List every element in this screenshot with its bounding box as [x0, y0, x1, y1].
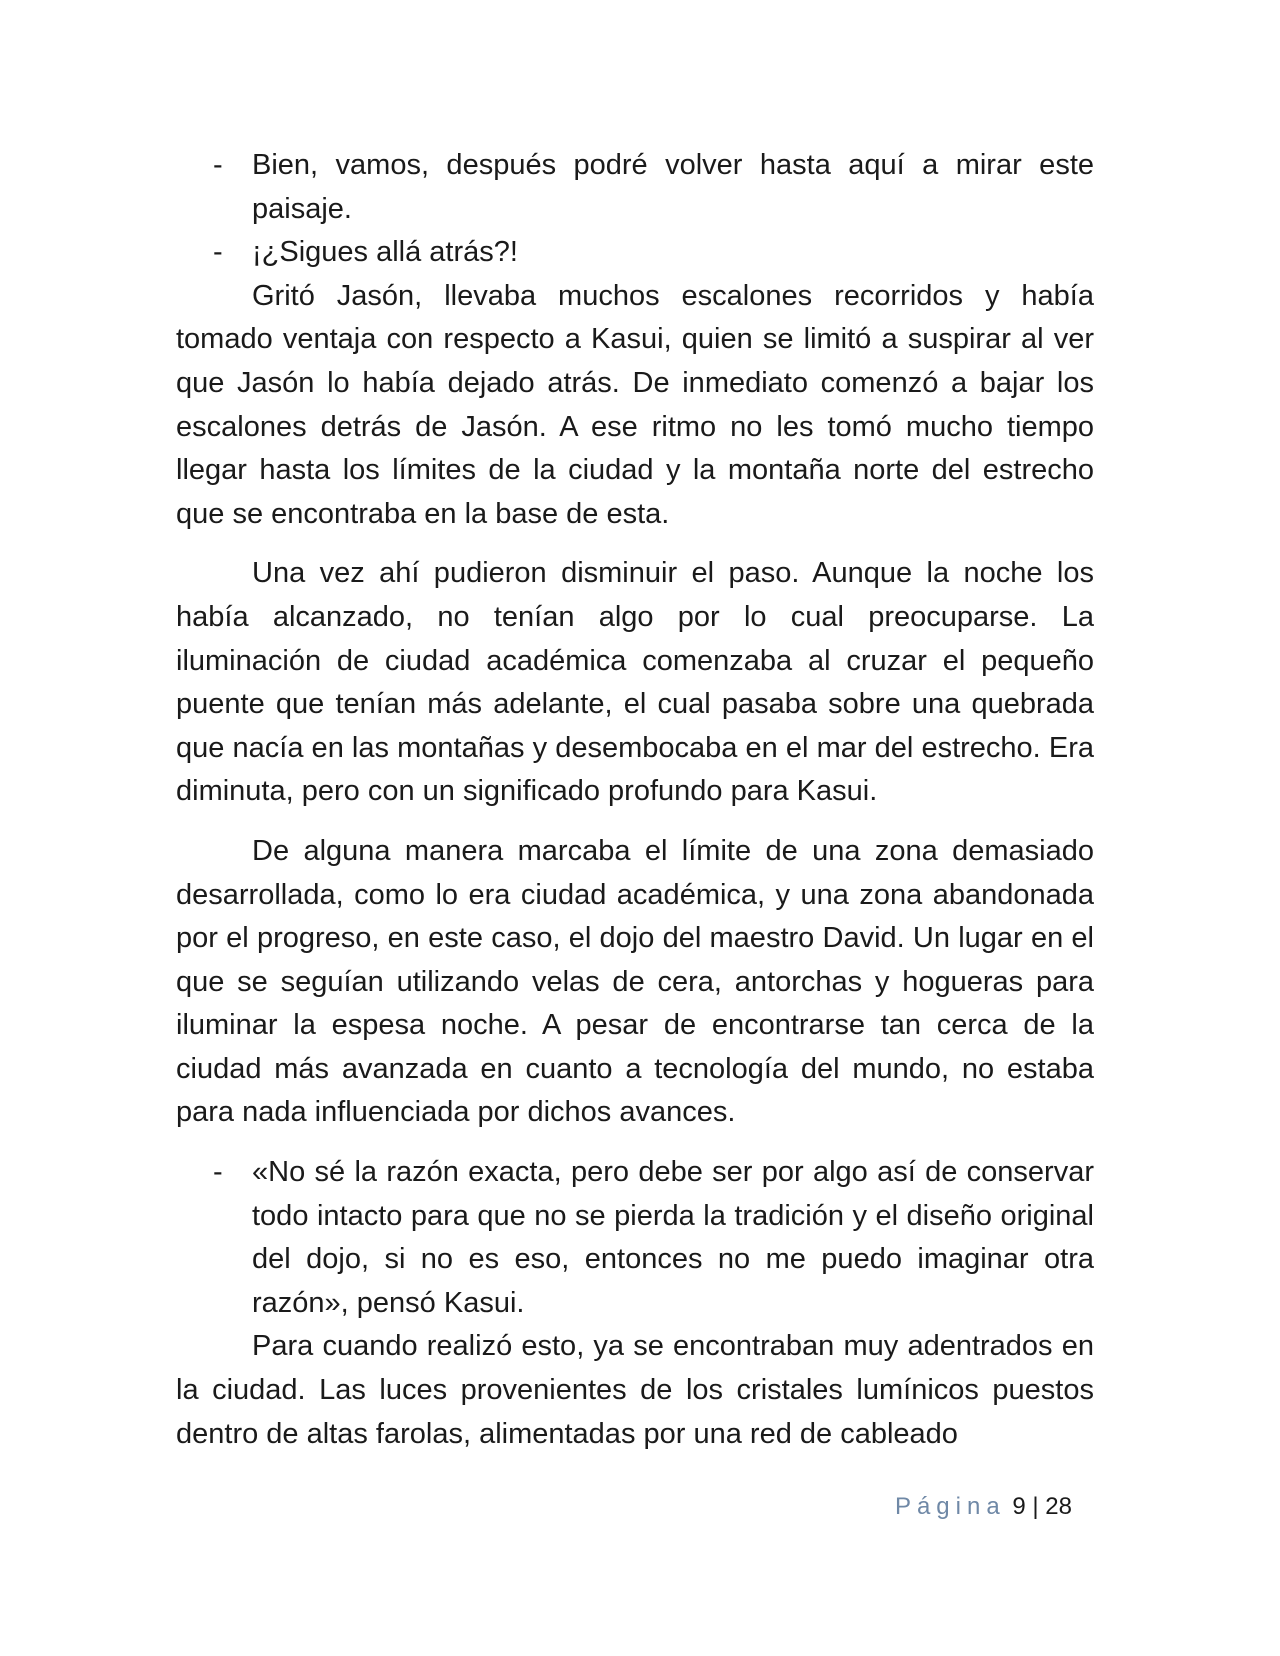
page-number: 9 [1012, 1493, 1026, 1520]
paragraph: Una vez ahí pudieron disminuir el paso. Aunque la noche los había alcanzado, no tenían algo por lo cual preocuparse. La iluminación de ciudad académica comenzaba al cruzar el pequeño puente que tenían más adelante, el cual pasaba sobre una quebrada que nacía en las montañas y desembocaba en el mar del estrecho. Era diminuta, pero con un significado profundo para Kasui. [176, 557, 1094, 808]
page-body [176, 144, 1094, 1456]
dialogue-line [176, 144, 1094, 231]
paragraph: Para cuando realizó esto, ya se encontraban muy adentrados en la ciudad. Las luces provenientes de los cristales lumínicos puestos dentro de altas farolas, alimentadas por una red de cableado [176, 1330, 1094, 1450]
paragraph: De alguna manera marcaba el límite de una zona demasiado desarrollada, como lo era ciudad académica, y una zona abandonada por el progreso, en este caso, el dojo del maestro David. Un lugar en el que se seguían utilizando velas de cera, antorchas y hogueras para iluminar la espesa noche. A pesar de encontrarse tan cerca de la ciudad más avanzada en cuanto a tecnología del mundo, no estaba para nada influenciada por dichos avances. [176, 834, 1094, 1129]
dialogue-dash: - [213, 1156, 223, 1189]
paragraph: Gritó Jasón, llevaba muchos escalones recorridos y había tomado ventaja con respecto a Kasui, quien se limitó a suspirar al ver que Jasón lo había dejado atrás. De inmediato comenzó a bajar los escalones detrás de Jasón. A ese ritmo no les tomó mucho tiempo llegar hasta los límites de la ciudad y la montaña norte del estrecho que se encontraba en la base de esta. [176, 279, 1094, 530]
dialogue-text: Bien, vamos, después podré volver hasta aquí a mirar este paisaje. [252, 149, 1094, 225]
page-footer [895, 1492, 1072, 1522]
dialogue-text: ¡¿Sigues allá atrás?! [252, 236, 518, 269]
page-label: Página [894, 1493, 1006, 1520]
page-total: 28 [1045, 1493, 1072, 1520]
dialogue-text: «No sé la razón exacta, pero debe ser por algo así de conservar todo intacto para que no se pierda la tradición y el diseño original del dojo, si no es eso, entonces no me puedo imaginar otra razón», pensó Kasui. [252, 1156, 1094, 1319]
dialogue-dash: - [213, 236, 223, 269]
dialogue-dash: - [213, 149, 223, 181]
dialogue-line [176, 231, 1094, 275]
dialogue-line [176, 1151, 1094, 1325]
page-separator: | [1032, 1493, 1039, 1520]
